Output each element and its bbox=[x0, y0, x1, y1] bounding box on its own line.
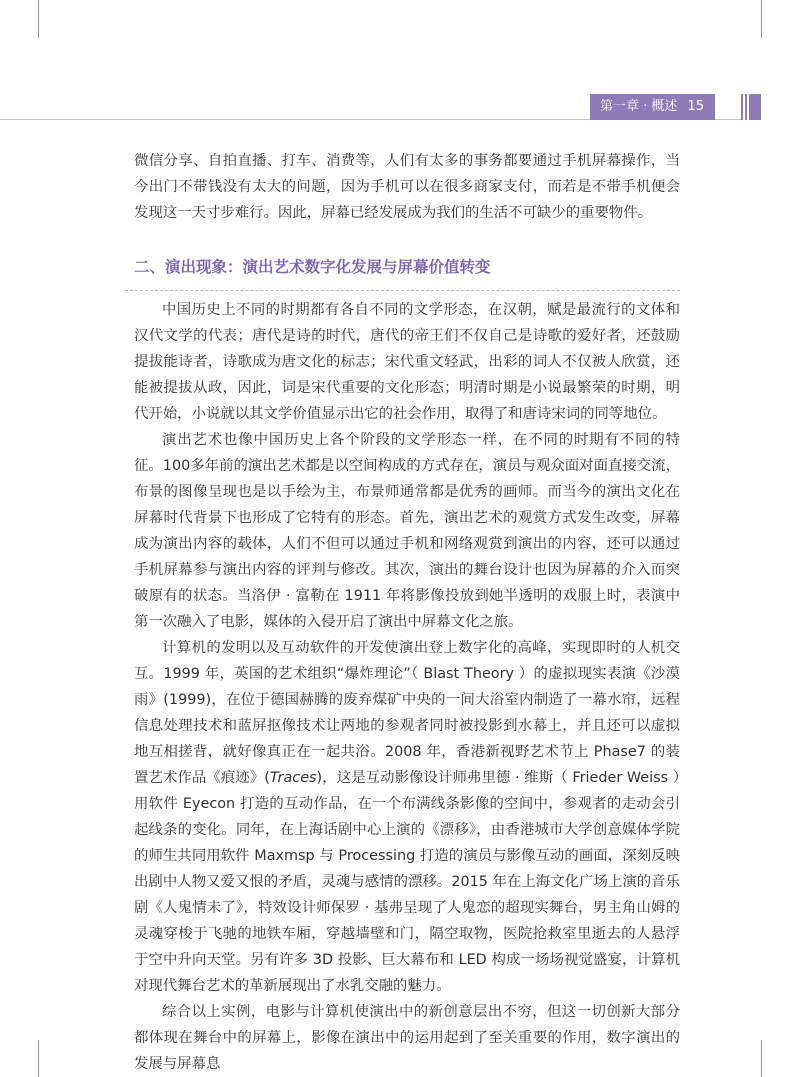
paragraph-text: )，这是互动影像设计师弗里德 · 维斯（ Frieder Weiss ）用软件 Eyecon 打造的互动作品，在一个布满线条影像的空间中，参观者的走动会引起线条的变化。同年，在上海话剧中心上演的《漂移》，由香港城市大学创意媒体学院的师生共同用软件 Maxmsp 与 Processing 打造的演员与影像互动的画面，深刻反映出剧中人物又爱又恨的矛盾，灵魂与感情的漂移。2015 年在上海文化广场上演的音乐剧《人鬼情未了》，特效设计师保罗 · 基弗呈现了人鬼恋的超现实舞台，男主角山姆的灵魂穿梭于飞驰的地铁车厢，穿越墙壁和门，隔空取物，医院抢救室里逝去的人悬浮于空中升向天堂。另有许多 3D 投影、巨大幕布和 LED 构成一场场视觉盛宴，计算机对现代舞台艺术的革新展现出了水乳交融的魅力。 bbox=[134, 770, 680, 994]
paragraph: 演出艺术也像中国历史上各个阶段的文学形态一样，在不同的时期有不同的特征。100多年前的演出艺术都是以空间构成的方式存在，演员与观众面对面直接交流，布景的图像呈现也是以手绘为主，布景师通常都是优秀的画师。而当今的演出文化在屏幕时代背景下也形成了它特有的形态。首先，演出艺术的观赏方式发生改变，屏幕成为演出内容的载体，人们不但可以通过手机和网络观赏到演出的内容，还可以通过手机屏幕参与演出内容的评判与修改。其次，演出的舞台设计也因为屏幕的介入而突破原有的状态。当洛伊 · 富勒在 1911 年将影像投放到她半透明的戏服上时，表演中第一次融入了电影，媒体的入侵开启了演出中屏幕文化之旅。 bbox=[134, 432, 680, 630]
running-header bbox=[590, 94, 715, 120]
chapter-thumb-tab bbox=[741, 94, 761, 120]
crop-mark-bottom-left bbox=[38, 1040, 39, 1077]
paragraph: 微信分享、自拍直播、打车、消费等，人们有太多的事务都要通过手机屏幕操作，当今出门不带钱没有太大的问题，因为手机可以在很多商家支付，而若是不带手机便会发现这一天寸步难行。因此，屏幕已经发展成为我们的生活不可缺少的重要物件。 bbox=[134, 153, 680, 221]
paragraph: 中国历史上不同的时期都有各自不同的文学形态，在汉朝，赋是最流行的文体和汉代文学的代表；唐代是诗的时代，唐代的帝王们不仅自己是诗歌的爱好者，还鼓励提拔能诗者，诗歌成为唐文化的标志；宋代重文轻武，出彩的词人不仅被人欣赏，还能被提拔从政，因此，词是宋代重要的文化形态；明清时期是小说最繁荣的时期，明代开始，小说就以其文学价值显示出它的社会作用，取得了和唐诗宋词的同等地位。 bbox=[134, 302, 680, 422]
page-body bbox=[134, 148, 680, 1077]
crop-mark-top-left bbox=[38, 0, 39, 38]
crop-mark-top-right bbox=[761, 0, 762, 38]
paragraph bbox=[134, 635, 680, 999]
paragraph-text: 计算机的发明以及互动软件的开发使演出登上数字化的高峰，实现即时的人机交互。1999 年，英国的艺术组织“爆炸理论”（ Blast Theory ）的虚拟现实表演《沙漠雨》(1999)，在位于德国赫腾的废弃煤矿中央的一间大浴室内制造了一幕水帘，远程信息处理技术和蓝屏抠像技术让两地的参观者同时被投影到水幕上，并且还可以虚拟地互相搓背，就好像真正在一起共浴。2008 年，香港新视野艺术节上 Phase7 的装置艺术作品《痕迹》( bbox=[134, 640, 680, 786]
italic-title: Traces bbox=[269, 770, 317, 786]
chapter-label: 第一章 · 概述 bbox=[600, 99, 678, 114]
paragraph: 综合以上实例，电影与计算机使演出中的新创意层出不穷，但这一切创新大部分都体现在舞台中的屏幕上，影像在演出中的运用起到了至关重要的作用，数字演出的发展与屏幕息 bbox=[134, 1004, 680, 1072]
section-heading: 二、演出现象：演出艺术数字化发展与屏幕价值转变 bbox=[134, 258, 491, 276]
crop-mark-bottom-right bbox=[761, 1040, 762, 1077]
page-number: 15 bbox=[687, 99, 705, 114]
